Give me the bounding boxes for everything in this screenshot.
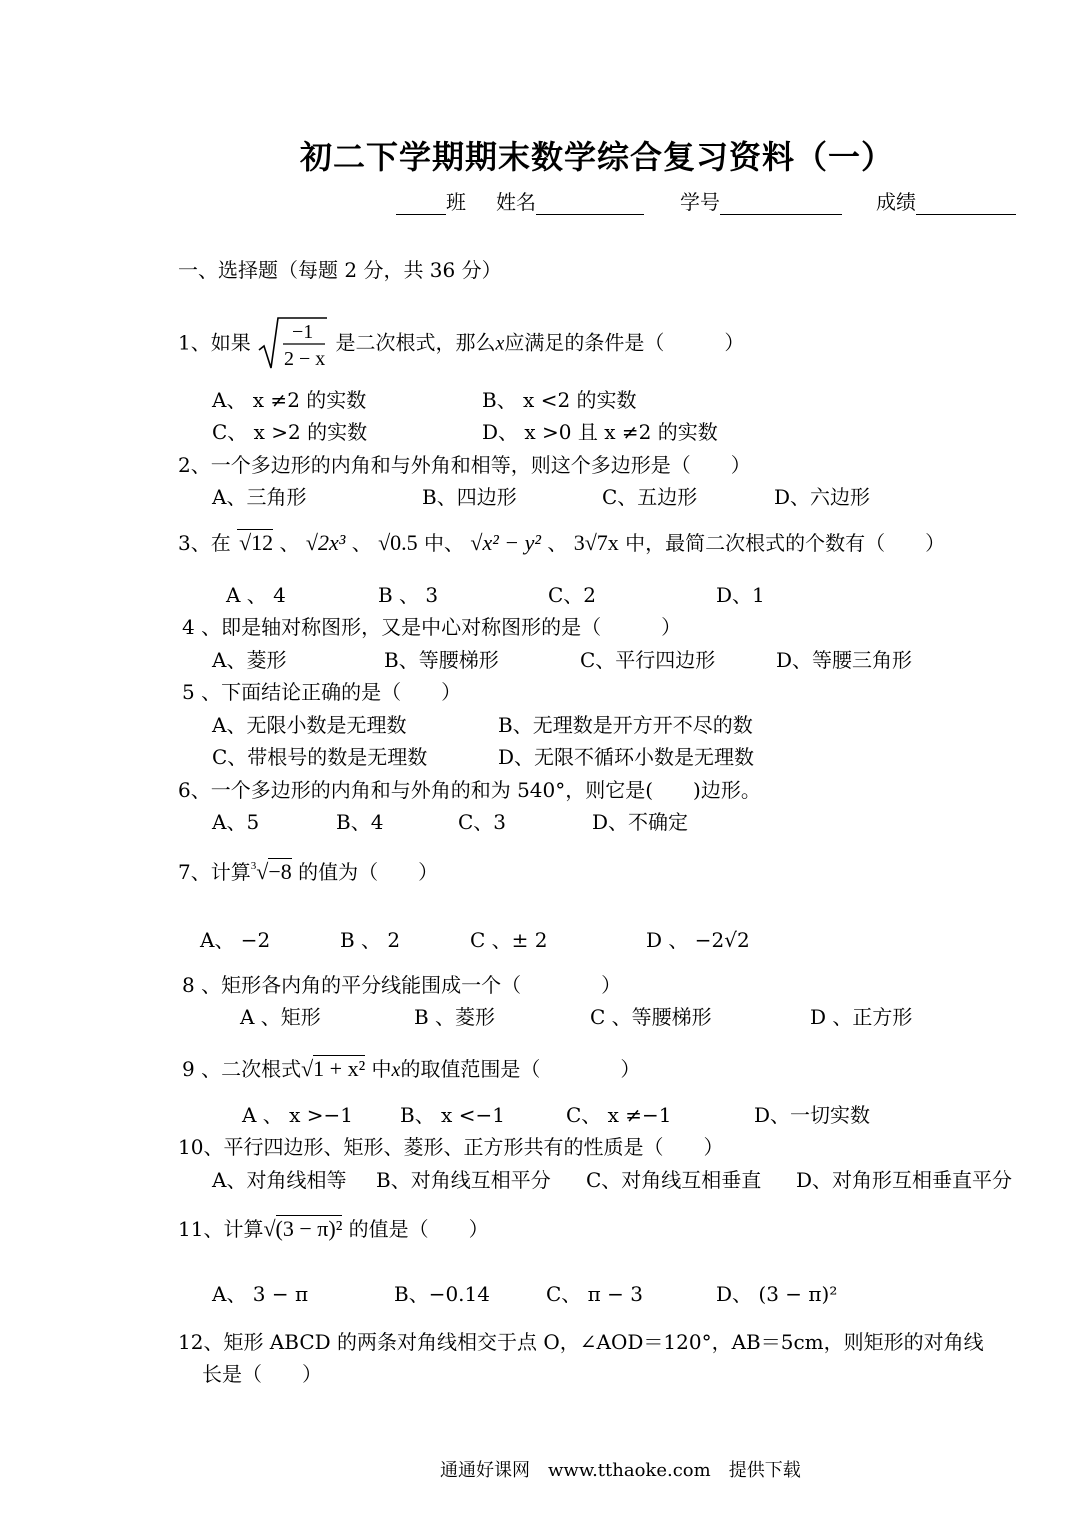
option-d[interactable]: D、等腰三角形: [776, 648, 913, 672]
student-number-field[interactable]: [680, 186, 842, 215]
option-d[interactable]: D 、 −2√2: [646, 928, 750, 952]
option-d[interactable]: D、不确定: [592, 810, 689, 834]
question-7: [178, 856, 438, 885]
question-text: 1、如果: [178, 330, 251, 355]
question-text: 中: [371, 1057, 392, 1081]
name-field[interactable]: [496, 186, 644, 215]
document-title: 初二下学期期末数学综合复习资料（一）: [300, 138, 895, 176]
option-d[interactable]: D 、正方形: [810, 1005, 913, 1029]
radical-expression: √1 + x²: [301, 1056, 366, 1081]
option-c[interactable]: C、 x >2 的实数: [212, 420, 368, 444]
option-d[interactable]: D、对角形互相垂直平分: [796, 1168, 1013, 1192]
option-c[interactable]: C、 π − 3: [546, 1282, 644, 1306]
question-text: 的取值范围是（ ）: [400, 1057, 641, 1081]
question-text: 中，最简二次根式的个数有（ ）: [625, 531, 946, 555]
option-c[interactable]: C、对角线互相垂直: [586, 1168, 762, 1192]
option-a[interactable]: A、 −2: [200, 928, 271, 952]
question-9: [182, 1053, 640, 1082]
option-b[interactable]: B、 x <2 的实数: [482, 388, 637, 412]
question-12: 12、矩形 ABCD 的两条对角线相交于点 O，∠AOD＝120°，AB＝5cm，则矩形的对角线: [178, 1330, 984, 1354]
option-d[interactable]: D、 x >0 且 x ≠2 的实数: [482, 420, 718, 444]
class-field[interactable]: [396, 186, 466, 215]
option-d[interactable]: D、一切实数: [754, 1103, 871, 1127]
option-a[interactable]: A、 3 − π: [212, 1282, 309, 1306]
variable: x: [495, 332, 505, 355]
option-b[interactable]: B、四边形: [422, 485, 517, 509]
radical-12: √12: [239, 530, 274, 555]
question-text: 3、在: [178, 531, 231, 555]
cube-root-expression: √−8: [256, 859, 292, 884]
question-text: 应满足的条件是（ ）: [504, 330, 745, 355]
radical-expression: √(3 − π)²: [263, 1216, 343, 1241]
question-11: [178, 1213, 489, 1242]
option-a[interactable]: A、 x ≠2 的实数: [212, 388, 367, 412]
option-b[interactable]: B、4: [336, 810, 384, 834]
question-3: 3、在 √12 、 √2x³ 、 √0.5 中、 √x² − y² 、 3√7x 中，最简二次根式的个数有（ ）: [178, 530, 946, 555]
score-label: 成绩: [876, 190, 916, 214]
option-c[interactable]: C、2: [548, 583, 597, 607]
footer-credit: 通通好课网 www.tthaoke.com 提供下载: [440, 1460, 801, 1481]
option-c[interactable]: C、带根号的数是无理数: [212, 745, 428, 769]
student-number-label: 学号: [680, 190, 720, 214]
option-c[interactable]: C 、± 2: [470, 928, 548, 952]
option-b[interactable]: B、等腰梯形: [384, 648, 499, 672]
option-b[interactable]: B、 x <−1: [400, 1103, 505, 1127]
option-a[interactable]: A 、矩形: [240, 1005, 321, 1029]
section-heading: 一、选择题（每题 2 分，共 36 分）: [178, 258, 502, 282]
option-a[interactable]: A 、 4: [226, 583, 286, 607]
radical-index: 3: [250, 860, 257, 872]
radical-3-sqrt-7x: 3√7x: [573, 530, 619, 555]
option-c[interactable]: C 、等腰梯形: [590, 1005, 712, 1029]
question-text: 11、计算: [178, 1217, 264, 1241]
question-text: 的值是（ ）: [348, 1217, 489, 1241]
question-text: 9 、二次根式: [182, 1057, 302, 1081]
option-c[interactable]: C、五边形: [602, 485, 698, 509]
radical-numerator: −1: [292, 321, 314, 343]
radical-x2-y2: √x² − y²: [470, 530, 542, 555]
question-1: [178, 316, 744, 372]
question-10: 10、平行四边形、矩形、菱形、正方形共有的性质是（ ）: [178, 1135, 724, 1159]
question-6: 6、一个多边形的内角和与外角的和为 540°，则它是( )边形。: [178, 778, 761, 802]
option-a[interactable]: A、菱形: [212, 648, 287, 672]
question-text: 是二次根式，那么: [335, 330, 496, 355]
question-5: 5 、下面结论正确的是（ ）: [182, 680, 462, 704]
question-text: 7、计算: [178, 860, 251, 884]
question-4: 4 、即是轴对称图形，又是中心对称图形的是（ ）: [182, 615, 682, 639]
option-d[interactable]: D、 (3 − π)²: [716, 1282, 838, 1306]
radical-expression: [257, 316, 329, 372]
option-b[interactable]: B 、 2: [340, 928, 401, 952]
option-a[interactable]: A、5: [212, 810, 260, 834]
option-b[interactable]: B、无理数是开方开不尽的数: [498, 713, 753, 737]
option-b[interactable]: B、−0.14: [394, 1282, 490, 1306]
option-b[interactable]: B 、 3: [378, 583, 439, 607]
option-a[interactable]: A、无限小数是无理数: [212, 713, 407, 737]
option-b[interactable]: B 、菱形: [414, 1005, 496, 1029]
class-label: 班: [446, 190, 466, 214]
option-d[interactable]: D、1: [716, 583, 765, 607]
question-text: 的值为（ ）: [298, 860, 439, 884]
question-12-continued: 长是（ ）: [202, 1362, 322, 1386]
option-a[interactable]: A、对角线相等: [212, 1168, 347, 1192]
radical-0-5: √0.5: [378, 530, 418, 555]
radical-2x3: √2x³: [305, 530, 346, 555]
question-2: 2、一个多边形的内角和与外角和相等，则这个多边形是（ ）: [178, 453, 751, 477]
score-field[interactable]: [876, 186, 1016, 215]
question-8: 8 、矩形各内角的平分线能围成一个（ ）: [182, 973, 622, 997]
option-d[interactable]: D、六边形: [774, 485, 871, 509]
option-d[interactable]: D、无限不循环小数是无理数: [498, 745, 755, 769]
name-label: 姓名: [496, 190, 536, 214]
variable: x: [391, 1059, 401, 1081]
radical-denominator: 2 − x: [284, 348, 326, 370]
option-c[interactable]: C、3: [458, 810, 507, 834]
option-a[interactable]: A 、 x >−1: [242, 1103, 354, 1127]
option-a[interactable]: A、三角形: [212, 485, 307, 509]
option-c[interactable]: C、平行四边形: [580, 648, 716, 672]
option-b[interactable]: B、对角线互相平分: [376, 1168, 551, 1192]
option-c[interactable]: C、 x ≠−1: [566, 1103, 672, 1127]
